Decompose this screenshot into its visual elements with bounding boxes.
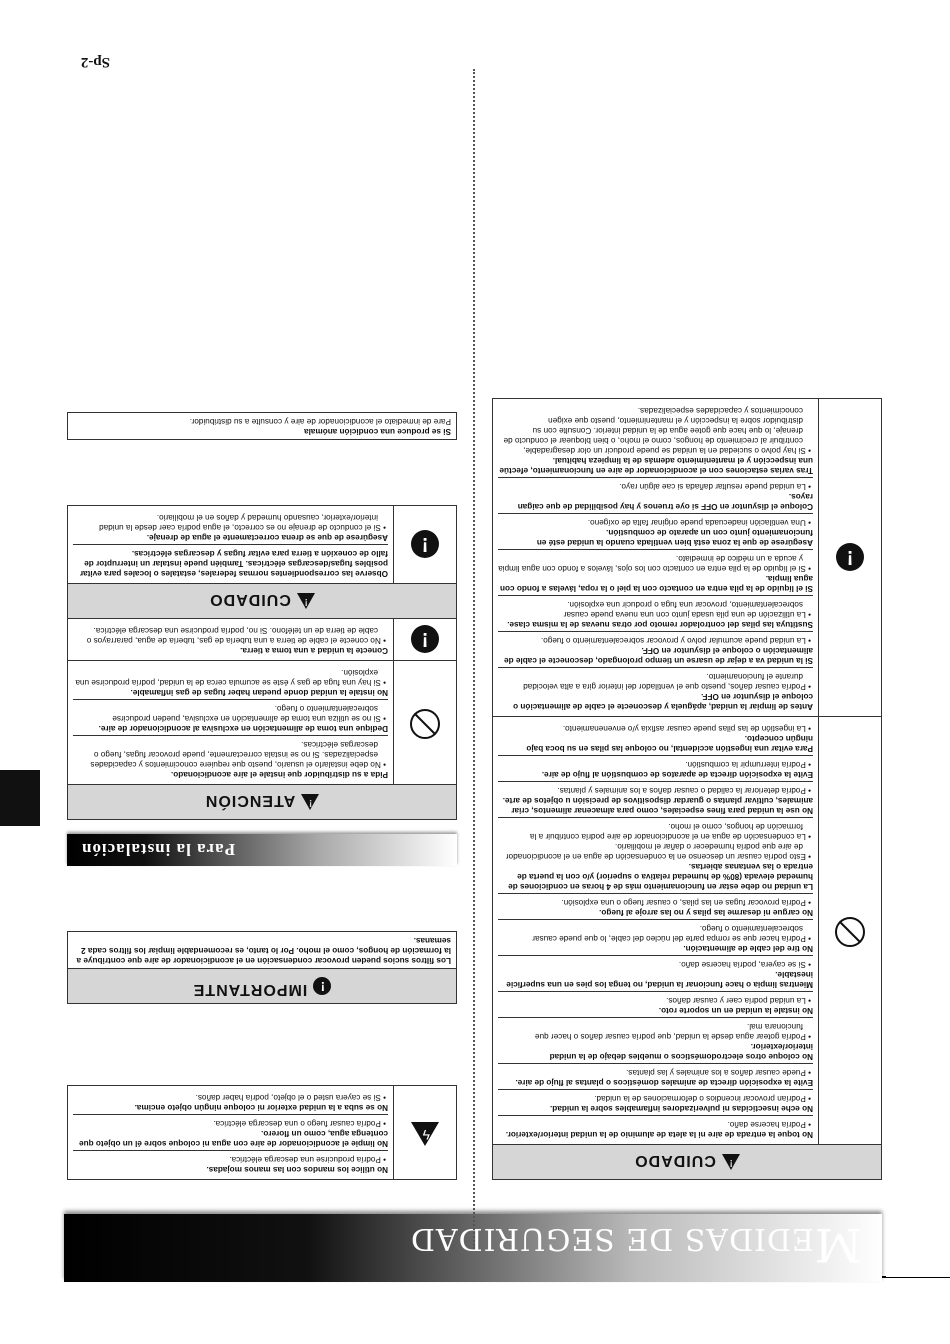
prohibited-icon (835, 917, 865, 947)
list-item (498, 720, 813, 755)
atencion-instruction-list (68, 619, 394, 661)
page-title: MEDIDAS DE SEGURIDAD (409, 1218, 862, 1272)
column-divider (473, 69, 475, 1249)
item-title: No coloque otros electrodomésticos o muebles debajo de la unidad interior/exterior. (549, 1042, 813, 1061)
item-bullet: • La ingestión de las pilas puede causar asfixia y/o envenenamiento. (498, 723, 813, 733)
list-item (73, 1114, 388, 1150)
cuidado-table (492, 398, 882, 1180)
prohibited-icon-cell (394, 661, 457, 785)
instruction-list (493, 399, 819, 717)
atencion-prohibited-list (68, 661, 394, 785)
list-item (498, 595, 813, 631)
item-title: No instale la unidad donde puedan haber fugas de gas inflamable. (130, 688, 388, 697)
edge-line (886, 1277, 950, 1278)
item-bullet: • Puede causar daños a los animales y las plantas. (498, 1067, 813, 1077)
list-item (498, 781, 813, 817)
item-bullet: • La unidad puede acumular polvo y provocar sobrecalentamiento o fuego. (498, 635, 813, 645)
item-title: Evite la exposición directa de animales domésticos o plantas al flujo de aire. (515, 1078, 813, 1087)
item-bullet: • No conecte el cable de tierra a una tubería de gas, tubería de agua, pararrayos o cable de tierra de un teléfono. Si no, podría producirse una descarga eléctrica. (73, 625, 388, 645)
item-title: Asegúrese de que se drena correctamente el agua de drenaje. (146, 533, 388, 542)
atencion-table (67, 505, 457, 820)
item-title: No toque la entrada de aire ni la aleta de aluminio de la unidad interior/exterior. (505, 1130, 813, 1139)
instruction-icon-cell (394, 619, 457, 661)
list-item (73, 699, 388, 735)
item-bullet: • La utilización de una pila usada junto con una nueva puede causar sobrecalentamiento, provocar una fuga o producir una explosión. (498, 599, 813, 619)
item-title: No use la unidad para fines especiales, como para almacenar alimentos, criar animales, cultivar plantas o guardar dispositivos de precisión u objetos de arte. (502, 796, 813, 815)
item-title: Dedique una toma de alimentación en exclusiva al acondicionador de aire. (98, 724, 388, 733)
atencion-header: !ATENCIÓN (68, 785, 457, 820)
item-title: No instale la unidad en un soporte roto. (658, 1006, 813, 1015)
item-bullet: • La condensación de agua en el acondicionador de aire podría contribuir a la formación de hongos, como el moho. (498, 821, 813, 841)
item-bullet: • Si se cayera usted o el objeto, podría haber daños. (73, 1092, 388, 1102)
installation-banner (67, 834, 457, 866)
top-warnings-list (68, 1086, 394, 1180)
item-title: Pida a su distribuidor que instale el aire acondicionado. (170, 770, 388, 779)
list-item (498, 513, 813, 549)
list-item (73, 544, 388, 580)
instruction-icon-cell (819, 399, 882, 717)
item-bullet: • Podría hacer que se rompa parte del núcleo del cable, lo que puede causar sobrecalentamiento o fuego. (498, 923, 813, 943)
list-item (498, 817, 813, 893)
item-title: No utilice los mandos con las manos mojadas. (206, 1165, 388, 1174)
importante-text: Los filtros sucios pueden provocar condensación en el acondicionador de aire que contribuye a la formación de hongos, como el moho. Por lo tanto, es recomendable limpiar los filtros cada 2 semanas. (68, 932, 457, 969)
list-item (73, 509, 388, 544)
list-item (498, 667, 813, 713)
item-bullet: • Si hay polvo o suciedad en la unidad se puede producir un olor desagradable, contribuir al crecimiento de hongos, como el moho, o bien bloquear el conducto de drenaje, lo que hace que gotee agua de la unidad interior. Consulte con su distribuidor sobre la inspección y el mantenimiento, puesto que exigen conocimientos y capacidades especializadas. (498, 405, 813, 455)
item-title: La unidad no debe estar en funcionamiento más de 4 horas en condiciones de humedad elevada (80% de humedad relativa o superior) y/o con la puerta de entrada o las ventanas abiertas. (508, 862, 813, 891)
page-number: Sp-2 (80, 54, 110, 70)
top-warnings-table (67, 1085, 457, 1180)
item-bullet: • Una ventilación inadecuada puede originar falta de oxígeno. (498, 517, 813, 527)
anomaly-text: Pare de inmediato el acondicionador de aire y consulte a su distribuidor. (189, 417, 451, 426)
item-title: Asegúrese de que la zona está bien ventilada cuando la unidad esté en funcionamiento junto con un aparato de combustión. (536, 528, 813, 547)
list-item (73, 1150, 388, 1176)
item-bullet: • Podría producirse una descarga eléctrica. (73, 1154, 388, 1164)
item-title: No eche insecticidas ni pulverizadores inflamables sobre la unidad. (550, 1104, 813, 1113)
item-bullet: • Podría gotear agua desde la unidad, que podría causar daños o hacer que funcionara mal. (498, 1021, 813, 1041)
list-item (498, 1115, 813, 1141)
item-title: Si el líquido de la pila entra en contacto con la piel o la ropa, lávelas a fondo con agua limpia. (499, 574, 813, 593)
item-title: Antes de limpiar la unidad, apáguela y desconecte el cable de alimentación o coloque el disyuntor en OFF. (513, 692, 813, 711)
list-item (498, 631, 813, 667)
warning-triangle-icon (722, 1154, 740, 1170)
list-item (73, 735, 388, 781)
item-bullet: • Podría deteriorar la calidad o causar daños a los animales y plantas. (498, 785, 813, 795)
item-bullet: • Si hay una fuga de gas y éste se acumula cerca de la unidad, podría producirse una explosión. (73, 667, 388, 687)
list-item (498, 955, 813, 991)
item-bullet: • Podría provocar fugas en las pilas, o causar fuego o una explosión. (498, 897, 813, 907)
list-item (498, 893, 813, 919)
importante-table (67, 931, 457, 1004)
item-title: Observe las correspondientes normas federales, estatales o locales para evitar posibles fugas/descargas eléctricas. También puede instalar un interruptor de fallo de conexión a tierra para evitar fugas y descargas eléctricas. (79, 549, 388, 578)
instruction-icon: ! (411, 531, 439, 559)
list-item (498, 549, 813, 595)
cuidado-header: !CUIDADO (68, 584, 457, 619)
item-title: Mientras limpia o hace funcionar la unidad, no tenga los pies en una superficie inestable. (506, 970, 813, 989)
list-item (498, 991, 813, 1017)
anomaly-title: Si se produce una condición anómala (304, 427, 451, 436)
list-item (498, 477, 813, 513)
item-title: Tras varias estaciones con el acondicionador de aire en funcionamiento, efectúe una inspección y el mantenimiento además de la limpieza habitual. (499, 456, 813, 475)
warning-triangle-icon (301, 794, 319, 810)
item-title: No se suba a la unidad exterior ni coloque ningún objeto encima. (134, 1103, 388, 1112)
instruction-icon-cell (394, 506, 457, 584)
item-bullet: • Si se cayera, podría hacerse daño. (498, 959, 813, 969)
importante-header: !IMPORTANTE (68, 969, 457, 1004)
item-bullet: • No debe instalarlo el usuario, puesto que requiere conocimientos y capacidades especializadas. Si no se instala correctamente, puede provocar fugas, fuego o descargas eléctricas. (73, 739, 388, 769)
item-bullet: • La unidad podría caer y causar daños. (498, 995, 813, 1005)
list-item (73, 622, 388, 657)
cuidado-header: !CUIDADO (493, 1145, 882, 1180)
anomaly-box (68, 413, 457, 440)
list-item (73, 664, 388, 699)
list-item (498, 919, 813, 955)
item-title: No limpie el acondicionador de aire con agua ni coloque sobre él un objeto que contenga agua, como un florero. (79, 1129, 388, 1148)
prohibited-icon-cell (819, 717, 882, 1145)
electric-shock-icon (411, 1122, 439, 1146)
item-title: No cargue ni desarme las pilas y no las arroje al fuego. (599, 908, 813, 917)
list-item (498, 1089, 813, 1115)
item-bullet: • Podría interrumpir la combustión. (498, 759, 813, 769)
item-bullet: • Si no se utiliza una toma de alimentación en exclusiva, pueden producirse sobrecalentamiento o fuego. (73, 703, 388, 723)
item-bullet: • Podrían provocar incendios o deformaciones de la unidad. (498, 1093, 813, 1103)
warning-triangle-icon (297, 593, 315, 609)
anomaly-table (67, 412, 457, 440)
instruction-icon: ! (836, 544, 864, 572)
item-bullet: • Si el conducto de drenaje no es correcto, el agua podría caer desde la unidad interior/exterior, causando humedad y daños en el mobiliario. (73, 512, 388, 532)
prohibited-list (493, 717, 819, 1145)
instruction-icon: ! (411, 626, 439, 654)
list-item (73, 1089, 388, 1114)
item-title: Coloque el disyuntor en OFF si oye truenos y hay posibilidad de que caigan rayos. (517, 492, 813, 511)
item-bullet: • La unidad puede resultar dañada si cae algún rayo. (498, 481, 813, 491)
prohibited-icon (410, 709, 440, 739)
item-bullet: • Esto podría causar un descenso en la condensación de agua en el acondicionador de aire que podría humedecer o dañar el mobiliario. (498, 841, 813, 861)
item-title: Si la unidad va a dejar de usarse un tiempo prolongado, desconecte el cable de alimentación o coloque el disyuntor en OFF. (504, 646, 813, 665)
item-bullet: • Si el líquido de la pila entra en contacto con los ojos, lávelos a fondo con agua limpia y acuda a un médico de inmediato. (498, 553, 813, 573)
shock-icon-cell (394, 1086, 457, 1180)
list-item (498, 402, 813, 477)
item-title: Para evitar una ingestión accidental, no coloque las pilas en su boca bajo ningún concepto. (526, 734, 813, 753)
info-icon: ! (313, 977, 331, 995)
item-title: Evite la exposición directa de aparatos de combustión al flujo de aire. (541, 770, 813, 779)
item-bullet: • Podría causar daños, puesto que el ventilador del interior gira a alta velocidad durante el funcionamiento. (498, 671, 813, 691)
item-bullet: • Podría causar fuego o una descarga eléctrica. (73, 1118, 388, 1128)
item-title: Sustituya las pilas del controlador remoto por otras nuevas de la misma clase. (507, 620, 813, 629)
installation-title: Para la instalación (81, 840, 236, 859)
section-tab (0, 770, 40, 826)
item-bullet: • Podría hacerse daño. (498, 1119, 813, 1129)
item-title: No tire del cable de alimentación. (683, 944, 813, 953)
list-item (498, 1017, 813, 1063)
list-item (498, 1063, 813, 1089)
cuidado-list (68, 506, 394, 584)
item-title: Conecte la unidad a una toma a tierra. (240, 646, 388, 655)
list-item (498, 755, 813, 781)
